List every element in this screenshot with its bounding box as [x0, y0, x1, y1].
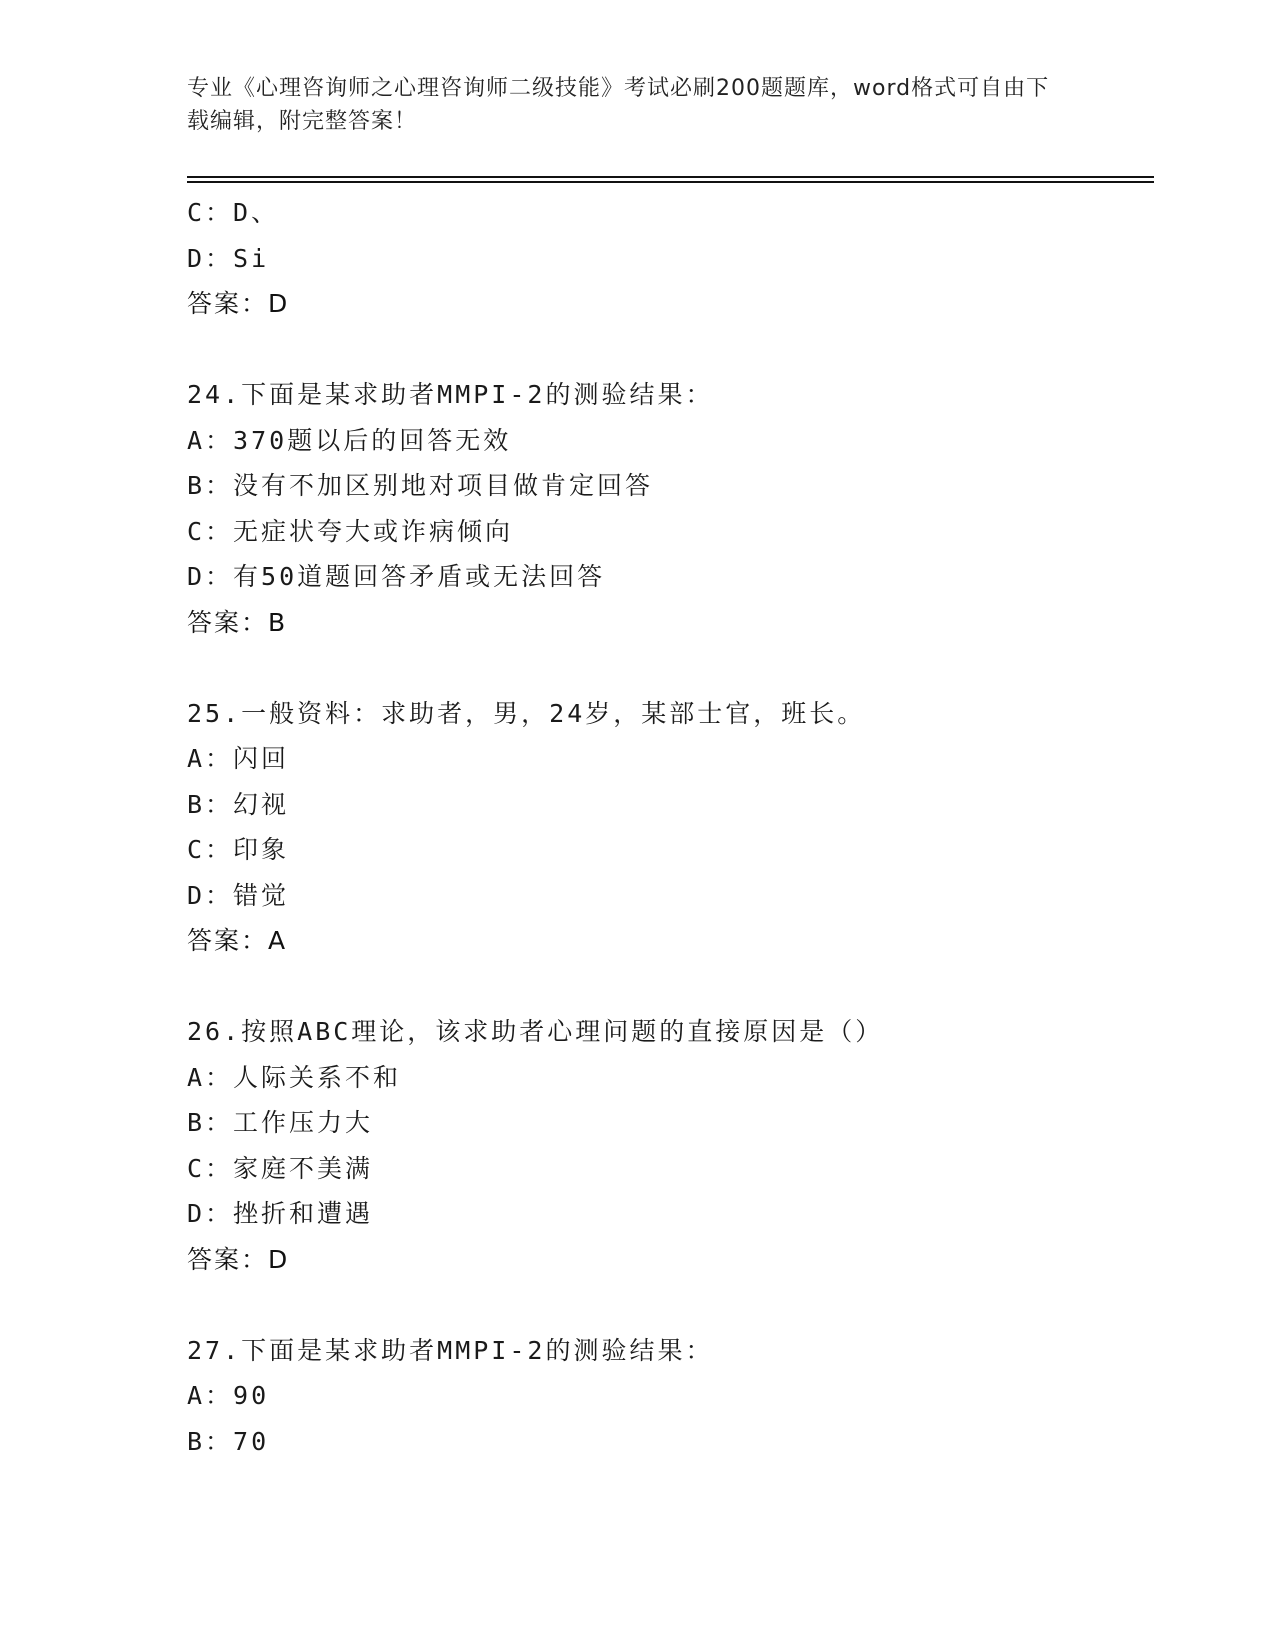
option-d: D：有50道题回答矛盾或无法回答 — [187, 562, 606, 591]
option-a: A：闪回 — [187, 744, 290, 773]
option-c: C：印象 — [187, 835, 290, 864]
option-b: B：幻视 — [187, 789, 290, 819]
option-c: C：家庭不美满 — [187, 1153, 374, 1183]
document-header: 专业《心理咨询师之心理咨询师二级技能》考试必刷200题题库，word格式可自由下载编辑，附完整答案！ — [187, 76, 1050, 134]
option-b: B：工作压力大 — [187, 1108, 374, 1137]
option-c: C：无症状夸大或诈病倾向 — [187, 516, 514, 546]
question-text: 24.下面是某求助者MMPI-2的测验结果： — [187, 380, 714, 409]
question-block-27 — [187, 1328, 1154, 1465]
question-block-25 — [187, 691, 1154, 964]
question-text: 26.按照ABC理论，该求助者心理问题的直接原因是（） — [187, 1017, 884, 1046]
option-d: D：挫折和遭遇 — [187, 1199, 374, 1228]
option-d: D：错觉 — [187, 880, 290, 910]
question-block-24 — [187, 372, 1154, 645]
option-a: A：90 — [187, 1381, 270, 1410]
header-divider-top — [187, 176, 1154, 178]
option-b: B：没有不加区别地对项目做肯定回答 — [187, 471, 654, 500]
option-d: D：Si — [187, 243, 270, 273]
question-block-prev — [187, 190, 1154, 327]
spacer — [187, 964, 1154, 1010]
spacer — [187, 327, 1154, 373]
answer: 答案：D — [187, 1244, 290, 1274]
option-c: C：D、 — [187, 198, 280, 227]
header-divider-bottom — [187, 181, 1154, 183]
answer: 答案：B — [187, 607, 288, 637]
question-text: 27.下面是某求助者MMPI-2的测验结果： — [187, 1335, 714, 1365]
option-a: A：人际关系不和 — [187, 1062, 402, 1092]
question-list — [187, 190, 1154, 1464]
spacer — [187, 1282, 1154, 1328]
answer: 答案：A — [187, 926, 288, 955]
option-a: A：370题以后的回答无效 — [187, 425, 512, 455]
answer: 答案：D — [187, 289, 290, 318]
spacer — [187, 645, 1154, 691]
option-b: B：70 — [187, 1426, 270, 1456]
question-block-26 — [187, 1009, 1154, 1282]
question-text: 25.一般资料：求助者，男，24岁，某部士官，班长。 — [187, 698, 866, 728]
